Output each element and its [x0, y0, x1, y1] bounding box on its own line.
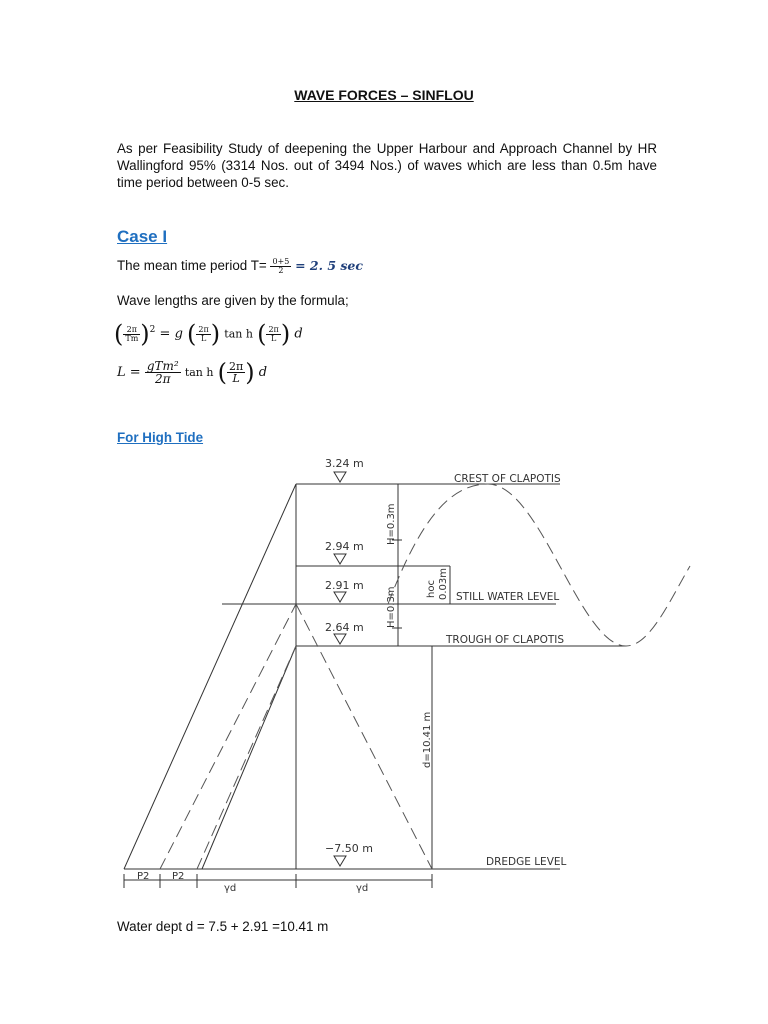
p2-label-2: P2 [172, 871, 185, 882]
formula2-tanh: tan h [184, 366, 214, 379]
high-tide-heading: For High Tide [117, 430, 204, 445]
dashed-pressure-line-1 [160, 604, 296, 869]
level-marker-291 [334, 592, 346, 602]
mean-period-result: = 2. 5 sec [295, 258, 363, 274]
level-marker-crest [334, 472, 346, 482]
wavelength-formula: L = $\frac{\text{gTm²}}{2\pi}$ tan h ( $\frac{2\pi}{L}$ ) d [117, 358, 268, 387]
level-text-crest: 3.24 m [325, 457, 364, 470]
page-title: WAVE FORCES – SINFLOU [294, 87, 474, 103]
dashed-pressure-line-3 [296, 604, 432, 869]
formula1-exponent: 2 [149, 325, 156, 336]
formula2-paren-fraction: $\frac{2\pi}{L}$ [229, 360, 244, 385]
formula1-lhs-fraction: $\frac{2\pi}{Tm}$ [125, 324, 139, 343]
dashed-pressure-line-2 [197, 646, 296, 869]
hoc-label: hoc [426, 580, 437, 598]
formula1-mid-fraction: $\frac{2\pi}{L}$ [198, 324, 209, 343]
dredge-label: DREDGE LEVEL [486, 856, 567, 868]
water-depth-line: Water dept d = 7.5 + 2.91 =10.41 m [117, 919, 329, 934]
mean-period-prefix: The mean time period T= [117, 258, 267, 274]
depth-label: d=10.41 m [422, 711, 433, 768]
h-lower-label: H=0.3m [386, 586, 397, 628]
level-text-750: −7.50 m [325, 842, 373, 855]
formula1-end-fraction: $\frac{2\pi}{L}$ [268, 324, 279, 343]
formula1-tanh: tan h [224, 327, 253, 341]
yd-label-2: γd [356, 883, 369, 894]
level-marker-294 [334, 554, 346, 564]
mean-period-numerator: 0+5 [272, 257, 290, 266]
trough-label: TROUGH OF CLAPOTIS [446, 634, 565, 646]
hoc-value-label: 0.03m [438, 567, 449, 600]
formula1-eq-g: = g [159, 326, 183, 342]
clapotis-wave-curve [388, 484, 690, 646]
formula1-d: d [294, 326, 303, 342]
crest-label: CREST OF CLAPOTIS [454, 473, 561, 485]
level-marker-750 [334, 856, 346, 866]
wave-length-text: Wave lengths are given by the formula; [117, 293, 349, 308]
formula2-fraction: $\frac{\text{gTm²}}{2\pi}$ [146, 359, 179, 386]
level-text-291: 2.91 m [325, 579, 364, 592]
case-heading: Case I [117, 227, 168, 246]
level-text-264: 2.64 m [325, 621, 364, 634]
formula2-d: d [258, 365, 268, 380]
dispersion-formula: ( $\frac{2\pi}{Tm}$ )$^2$ = g ( $\frac{2\pi}{L}$ ) tan h ( $\frac{2\pi}{L}$ ) d [114, 320, 303, 348]
p2-label-1: P2 [137, 871, 150, 882]
swl-label: STILL WATER LEVEL [456, 591, 560, 603]
pressure-outer-line [124, 484, 296, 869]
intro-paragraph: As per Feasibility Study of deepening the Upper Harbour and Approach Channel by HR Wallingford 95% (3314 Nos. out of 3494 Nos.) of waves which are less than 0.5m have time period between 0-5 sec. [117, 141, 657, 190]
h-upper-label: H=0.3m [386, 503, 397, 545]
yd-label-1: γd [224, 883, 237, 894]
level-text-294: 2.94 m [325, 540, 364, 553]
formula2-lhs: L = [117, 365, 141, 380]
level-marker-264 [334, 634, 346, 644]
mean-period-denominator: 2 [278, 266, 284, 275]
pressure-inner-line [202, 646, 296, 869]
